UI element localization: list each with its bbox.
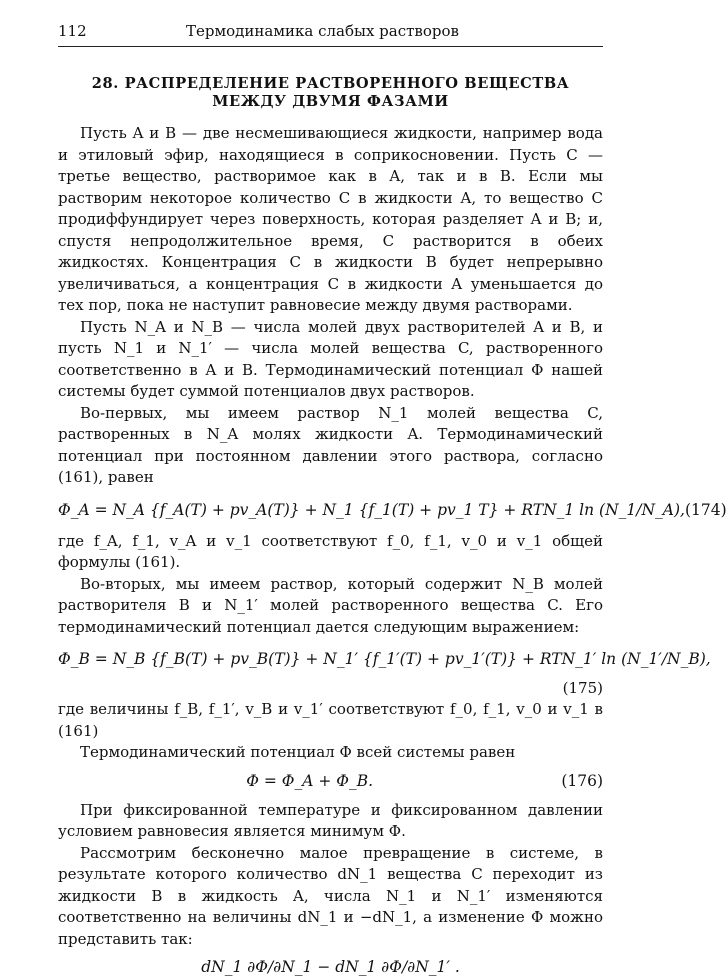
equation-176	[58, 772, 603, 790]
equation-176-body: Φ = Φ_A + Φ_B.	[246, 771, 374, 790]
header-rule	[58, 46, 603, 47]
paragraph-5: Во-вторых, мы имеем раствор, который содержит N_B молей растворителя B и N_1′ молей растворенного вещества C. Его термодинамический потенциал дается следующим выражением:	[58, 574, 603, 636]
running-title: Термодинамика слабых растворов	[186, 22, 459, 40]
page-header	[58, 22, 603, 44]
paragraph-4: где f_A, f_1, v_A и v_1 соответствуют f_0, f_1, v_0 и v_1 общей формулы (161).	[58, 531, 603, 571]
section-title-line2: МЕЖДУ ДВУМЯ ФАЗАМИ	[212, 93, 449, 110]
paragraph-2: Пусть N_A и N_B — числа молей двух растворителей A и B, и пусть N_1 и N_1′ — числа молей вещества C, растворенного соответственно в A и B. Термодинамический потенциал Φ нашей системы будет суммой потенциалов двух растворов.	[58, 317, 603, 400]
equation-175-number: (175)	[562, 679, 603, 697]
equation-175-body: Φ_B = N_B {f_B(T) + pv_B(T)} + N_1′ {f_1′(T) + pv_1′(T)} + RTN_1′ ln (N_1′/N_B),	[58, 650, 711, 668]
equation-176-number: (176)	[561, 771, 603, 790]
paragraph-8: При фиксированной температуре и фиксированном давлении условием равновесия является минимум Φ.	[58, 800, 603, 840]
equation-174-number: (174)	[684, 500, 727, 519]
paragraph-1: Пусть A и B — две несмешивающиеся жидкости, например вода и этиловый эфир, находящиеся в соприкосновении. Пусть C — третье вещество, растворимое как в A, так и в B. Если мы растворим некоторое количество C в жидкости A, то вещество C продиффундирует через поверхность, которая разделяет A и B; и, спустя непродолжительное время, C растворится в обеих жидкостях. Концентрация C в жидкости B будет непрерывно увеличиваться, а концентрация C в жидкости A уменьшается до тех пор, пока не наступит равновесие между двумя растворами.	[58, 124, 603, 314]
equation-174	[58, 500, 727, 519]
section-title	[58, 75, 603, 111]
equation-175	[58, 650, 711, 668]
paragraph-6: где величины f_B, f_1′, v_B и v_1′ соответствуют f_0, f_1, v_0 и v_1 в (161)	[58, 700, 603, 740]
equation-final	[58, 958, 603, 976]
paragraph-9: Рассмотрим бесконечно малое превращение в системе, в результате которого количество dN_1 вещества C переходит из жидкости B в жидкость A, числа N_1 и N_1′ изменяются соответственно на величины dN_1 и −dN_1, а изменение Φ можно представить так:	[58, 843, 603, 948]
equation-final-body: dN_1 ∂Φ/∂N_1 − dN_1 ∂Φ/∂N_1′ .	[201, 958, 460, 976]
section-title-line1: 28. РАСПРЕДЕЛЕНИЕ РАСТВОРЕННОГО ВЕЩЕСТВА	[91, 75, 570, 92]
equation-174-body: Φ_A = N_A {f_A(T) + pv_A(T)} + N_1 {f_1(T) + pv_1 T} + RTN_1 ln (N_1/N_A),	[58, 500, 685, 519]
paragraph-7: Термодинамический потенциал Φ всей системы равен	[80, 743, 516, 761]
paragraph-3: Во-первых, мы имеем раствор N_1 молей вещества C, растворенных в N_A молях жидкости A. Термодинамический потенциал при постоянном давлении этого раствора, согласно (161), равен	[58, 403, 603, 486]
page-number: 112	[58, 22, 87, 40]
